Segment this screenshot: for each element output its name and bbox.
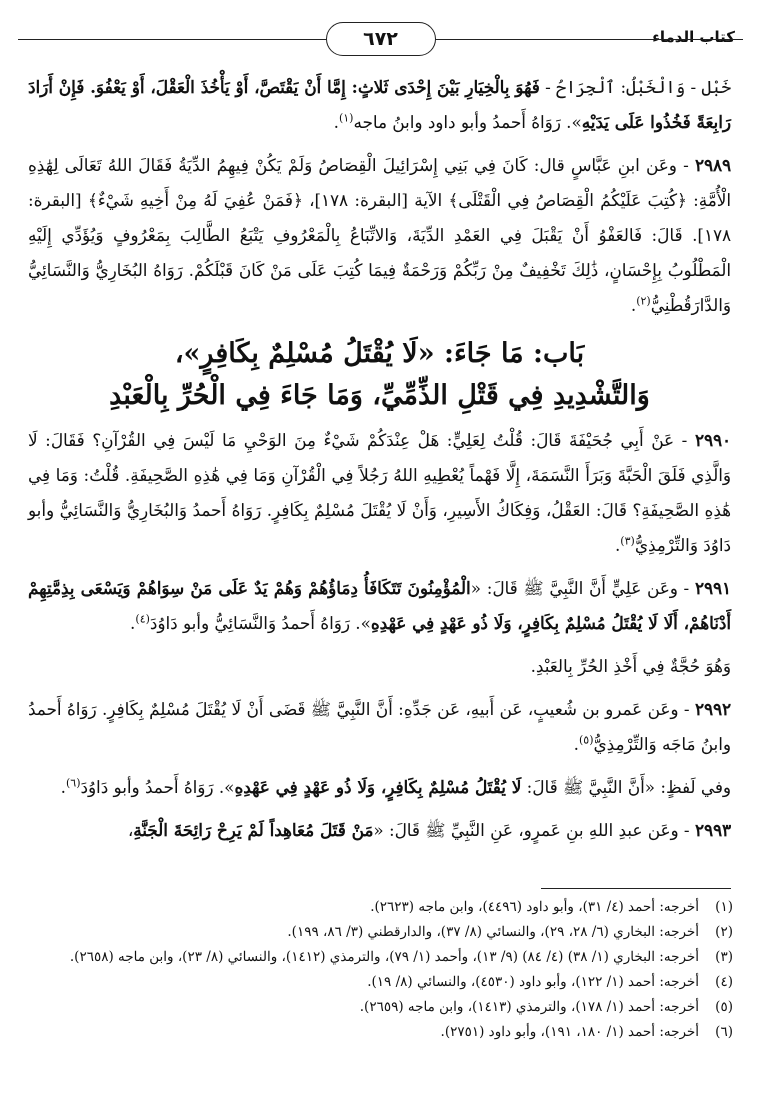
footnote-ref: (٦) (65, 776, 81, 790)
footnote (28, 995, 733, 1020)
hadith-text: - وعَن ابنِ عَبَّاسٍ قال: كَانَ فِي بَنِي إِسْرَائِيلَ الْقِصَاصُ وَلَمْ يَكُنْ فِيهِمُ الدِّيَةُ فَقَالَ اللهُ تَعَالَى لِهَٰذِهِ الْأُمَّةِ: ﴿كُتِبَ عَلَيْكُمُ الْقِصَاصُ فِي الْقَتْلَى﴾ الآية [البقرة: ١٧٨]، ﴿فَمَنْ عُفِيَ لَهُ مِنْ أَخِيهِ شَيْءٌ﴾ [البقرة: ١٧٨]. قَالَ: فَالعَفْوُ أَنْ يَقْبَلَ فِي العَمْدِ الدِّيَةَ، وَالاتِّبَاعُ بِالْمَعْرُوفِ يَتْبَعُ الطَّالِبَ بِمَعْرُوفٍ وَيُؤَدِّي إِلَيْهِ الْمَطْلُوبُ بِإِحْسَانٍ، ذَٰلِكَ تَخْفِيفٌ مِنْ رَبِّكُمْ وَرَحْمَةٌ فِيمَا كُتِبَ عَلَى مَنْ كَانَ قَبْلَكُمْ. رَوَاهُ البُخَارِيُّ وَالنَّسَائِيُّ وَالدَّارَقُطْنِيُّ (28, 155, 731, 315)
chapter-heading-line: وَالتَّشْدِيدِ فِي قَتْلِ الذِّمِّيِّ، وَمَا جَاءَ فِي الْحُرِّ بِالْعَبْدِ (109, 380, 650, 411)
hadith-quote: مَنْ قَتَلَ مُعَاهِداً لَمْ يَرِحْ رَائِحَةَ الْجَنَّةِ (133, 820, 374, 840)
text-run: ». رَوَاهُ أَحمدُ وَالنَّسَائِيُّ وأبو دَاوُدَ (149, 613, 371, 633)
hadith-2992: ٢٩٩٢ - وعَن عَمرو بن شُعيبٍ، عَن أَبيهِ، عَن جَدِّهِ: أَنَّ النَّبِيَّ ﷺ قَضَى أَنْ لَا يُقْتَلَ مُسْلِمٌ بِكَافِرٍ. رَوَاهُ أَحمدُ وابنُ مَاجَه وَالتِّرْمِذِيُّ$^{(٥)}$. (28, 699, 731, 754)
hadith-quote: فَهُوَ بِالْخِيَارِ بَيْنَ إِحْدَى ثَلاثٍ: إِمَّا أَنْ يَقْتَصَّ، أَوْ يَأْخُذَ الْعَقْلَ، أَوْ يَعْفُوَ. فَإِنْ أَرَادَ رَابِعَةً فَخُذُوا عَلَى يَدَيْهِ (28, 77, 731, 132)
footnote-separator (541, 888, 731, 889)
chapter-heading-line: بَاب: مَا جَاءَ: «لَا يُقْتَلُ مُسْلِمٌ بِكَافِرٍ»، (174, 338, 585, 369)
footnote (28, 1020, 733, 1045)
footnote-text: أخرجه: أحمد (١/ ١٢٢)، وأبو داود (٤٥٣٠)، والنسائي (٨/ ١٩). (367, 974, 699, 990)
footnote-text: أخرجه: أحمد (١/ ١٧٨)، والترمذي (١٤١٣)، وابن ماجه (٢٦٥٩). (359, 999, 699, 1015)
hadith-text: - وعَن عَمرو بن شُعيبٍ، عَن أَبيهِ، عَن جَدِّهِ: أَنَّ النَّبِيَّ ﷺ قَضَى أَنْ لَا يُقْتَلَ مُسْلِمٌ بِكَافِرٍ. رَوَاهُ أَحمدُ وابنُ مَاجَه وَالتِّرْمِذِيُّ (28, 699, 731, 754)
variant-wording: وفي لَفظٍ: «أَنَّ النَّبِيَّ ﷺ قَالَ: لَا يُقْتَلُ مُسْلِمٌ بِكَافِرٍ، وَلَا ذُو عَهْدٍ فِي عَهْدِهِ». رَوَاهُ أَحمدُ وأبو دَاوُدَ$^{(٦)}$. (60, 776, 731, 797)
hadith-2993 (28, 813, 731, 848)
footnote-number: (٤) (715, 974, 733, 990)
footnote-text: أخرجه: أحمد (١/ ١٨٠، ١٩١)، وأبو داود (٢٧٥١). (440, 1024, 699, 1040)
footnote-ref: (٣) (620, 534, 635, 548)
page-header (18, 18, 743, 62)
text-run: وفي لَفظٍ: «أَنَّ النَّبِيَّ ﷺ قَالَ: (521, 777, 731, 797)
footnote-ref: (٢) (636, 294, 651, 308)
footnote-ref: (١) (338, 111, 354, 125)
footnote-ref: (٤) (135, 612, 150, 626)
text-run: ، (127, 820, 134, 840)
commentary-line: وَهُوَ حُجَّةٌ فِي أَخْذِ الحُرِّ بِالعَبْدِ. (530, 656, 731, 676)
footnote (28, 895, 733, 920)
hadith-2990: ٢٩٩٠ - عَنْ أَبِي جُحَيْفَةَ قَالَ: قُلْتُ لِعَلِيٍّ: هَلْ عِنْدَكُمْ شَيْءٌ مِنَ الوَحْيِ مَا لَيْسَ فِي القُرْآنِ؟ فَقَالَ: لَا وَالَّذِي فَلَقَ الْحَبَّةَ وَبَرَأَ النَّسَمَةَ، إِلَّا فَهْماً يُعْطِيهِ اللهُ رَجُلاً فِي الْقُرْآنِ وَمَا فِي هَٰذِهِ الصَّحِيفَةِ. قُلْتُ: وَمَا فِي هَٰذِهِ الصَّحِيفَةِ؟ قَالَ: العَقْلُ، وَفِكَاكُ الأَسِيرِ، وَأَنْ لَا يُقْتَلَ مُسْلِمٌ بِكَافِرٍ. رَوَاهُ أَحمدُ وَالبُخَارِيُّ وَالنَّسَائِيُّ وأبو دَاوُدَ وَالتِّرْمِذِيُّ$^{(٣)}$. (28, 430, 731, 555)
footnote-number: (٥) (715, 999, 733, 1015)
footnote (28, 970, 733, 995)
hadith-2989: ٢٩٨٩ - وعَن ابنِ عَبَّاسٍ قال: كَانَ فِي بَنِي إِسْرَائِيلَ الْقِصَاصُ وَلَمْ يَكُنْ فِيهِمُ الدِّيَةُ فَقَالَ اللهُ تَعَالَى لِهَٰذِهِ الْأُمَّةِ: ﴿كُتِبَ عَلَيْكُمُ الْقِصَاصُ فِي الْقَتْلَى﴾ الآية [البقرة: ١٧٨]، ﴿فَمَنْ عُفِيَ لَهُ مِنْ أَخِيهِ شَيْءٌ﴾ [البقرة: ١٧٨]. قَالَ: فَالعَفْوُ أَنْ يَقْبَلَ فِي العَمْدِ الدِّيَةَ، وَالاتِّبَاعُ بِالْمَعْرُوفِ يَتْبَعُ الطَّالِبَ بِمَعْرُوفٍ وَيُؤَدِّي إِلَيْهِ الْمَطْلُوبُ بِإِحْسَانٍ، ذَٰلِكَ تَخْفِيفٌ مِنْ رَبِّكُمْ وَرَحْمَةٌ فِيمَا كُتِبَ عَلَى مَنْ كَانَ قَبْلَكُمْ. رَوَاهُ البُخَارِيُّ وَالنَّسَائِيُّ وَالدَّارَقُطْنِيُّ$^{(٢)}$. (28, 155, 731, 315)
text-run: - وعَن عبدِ اللهِ بنِ عَمرٍو، عَنِ النَّبِيِّ ﷺ قَالَ: « (373, 820, 695, 840)
hadith-quote: الْمُؤْمِنُونَ تَتَكَافَأُ دِمَاؤُهُمْ وَهُمْ يَدٌ عَلَى مَنْ سِوَاهُمْ وَيَسْعَى بِذِمَّتِهِمْ أَدْنَاهُمْ، أَلَا لَا يُقْتَلُ مُسْلِمٌ بِكَافِرٍ، وَلَا ذُو عَهْدٍ فِي عَهْدِهِ (28, 578, 731, 633)
text-run: خَبْل - وَالْخَبْلُ: ٱلْجِرَاحُ - (539, 77, 731, 97)
text-run: - وعَن عَلِيٍّ أَنَّ النَّبِيَّ ﷺ قَالَ: « (470, 578, 695, 598)
footnote-number: (٦) (715, 1024, 733, 1040)
hadith-number: ٢٩٩٣ (694, 820, 731, 840)
hadith-number: ٢٩٩٠ (694, 430, 731, 450)
hadith-text: - عَنْ أَبِي جُحَيْفَةَ قَالَ: قُلْتُ لِعَلِيٍّ: هَلْ عِنْدَكُمْ شَيْءٌ مِنَ الوَحْيِ مَا لَيْسَ فِي القُرْآنِ؟ فَقَالَ: لَا وَالَّذِي فَلَقَ الْحَبَّةَ وَبَرَأَ النَّسَمَةَ، إِلَّا فَهْماً يُعْطِيهِ اللهُ رَجُلاً فِي الْقُرْآنِ وَمَا فِي هَٰذِهِ الصَّحِيفَةِ. قُلْتُ: وَمَا فِي هَٰذِهِ الصَّحِيفَةِ؟ قَالَ: العَقْلُ، وَفِكَاكُ الأَسِيرِ، وَأَنْ لَا يُقْتَلَ مُسْلِمٌ بِكَافِرٍ. رَوَاهُ أَحمدُ وَالبُخَارِيُّ وَالنَّسَائِيُّ وأبو دَاوُدَ وَالتِّرْمِذِيُّ (28, 430, 731, 555)
hadith-number: ٢٩٨٩ (694, 155, 731, 175)
paragraph-continuation: خَبْل - وَالْخَبْلُ: ٱلْجِرَاحُ - فَهُوَ بِالْخِيَارِ بَيْنَ إِحْدَى ثَلاثٍ: إِمَّا أَنْ يَقْتَصَّ، أَوْ يَأْخُذَ الْعَقْلَ، أَوْ يَعْفُوَ. فَإِنْ أَرَادَ رَابِعَةً فَخُذُوا عَلَى يَدَيْهِ». رَوَاهُ أَحمدُ وأبو داود وابنُ ماجه$^{(١)}$. (28, 77, 731, 132)
page-number: ٦٧٢ (326, 22, 436, 56)
chapter-running-title: كتاب الدماء (652, 28, 735, 46)
main-text (28, 70, 731, 848)
footnote-text: أخرجه: البخاري (١/ ٣٨) (٤/ ٨٤) (٩/ ١٣)، وأحمد (١/ ٧٩)، والترمذي (١٤١٢)، والنسائي (٨/ ٢٣)، وابن ماجه (٢٦٥٨). (69, 949, 699, 965)
footnote-text: أخرجه: أحمد (٤/ ٣١)، وأبو داود (٤٤٩٦)، وابن ماجه (٢٦٢٣). (370, 899, 699, 915)
footnote-number: (٢) (715, 924, 733, 940)
footnote (28, 920, 733, 945)
footnote-text: أخرجه: البخاري (٦/ ٢٨، ٢٩)، والنسائي (٨/ ٣٧)، والدارقطني (٣/ ٨٦، ١٩٩). (287, 924, 699, 940)
text-run: ». رَوَاهُ أَحمدُ وأبو داود وابنُ ماجه (353, 112, 582, 132)
hadith-number: ٢٩٩٢ (694, 699, 731, 719)
footnotes (28, 895, 733, 1045)
footnote (28, 945, 733, 970)
footnote-number: (٣) (715, 949, 733, 965)
text-run: ». رَوَاهُ أَحمدُ وأبو دَاوُدَ (80, 777, 235, 797)
footnote-number: (١) (715, 899, 733, 915)
hadith-quote: لَا يُقْتَلُ مُسْلِمٌ بِكَافِرٍ، وَلَا ذُو عَهْدٍ فِي عَهْدِهِ (234, 777, 522, 797)
footnote-ref: (٥) (578, 733, 594, 747)
chapter-heading (28, 333, 731, 417)
hadith-2991: ٢٩٩١ - وعَن عَلِيٍّ أَنَّ النَّبِيَّ ﷺ قَالَ: «الْمُؤْمِنُونَ تَتَكَافَأُ دِمَاؤُهُمْ وَهُمْ يَدٌ عَلَى مَنْ سِوَاهُمْ وَيَسْعَى بِذِمَّتِهِمْ أَدْنَاهُمْ، أَلَا لَا يُقْتَلُ مُسْلِمٌ بِكَافِرٍ، وَلَا ذُو عَهْدٍ فِي عَهْدِهِ». رَوَاهُ أَحمدُ وَالنَّسَائِيُّ وأبو دَاوُدَ$^{(٤)}$. (28, 578, 731, 633)
hadith-number: ٢٩٩١ (694, 578, 731, 598)
